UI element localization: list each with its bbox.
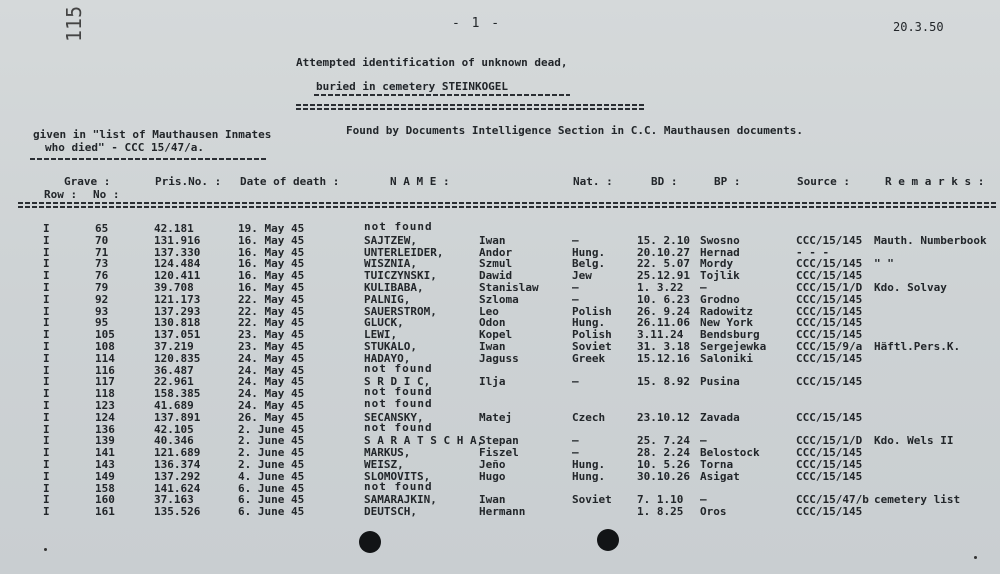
nationality: Belg. xyxy=(572,257,606,271)
first-name: Odon xyxy=(479,316,506,330)
date-of-death: 24. May 45 xyxy=(238,351,305,365)
row-letter: I xyxy=(43,505,50,519)
remarks: Kdo. Wels II xyxy=(874,434,954,448)
grave-number: 105 xyxy=(95,328,115,342)
birth-place: — xyxy=(700,493,707,507)
prisoner-number: 135.526 xyxy=(154,505,201,519)
nationality: — xyxy=(572,281,579,294)
first-name: Kopel xyxy=(479,328,513,342)
col-no: No : xyxy=(93,188,120,201)
date-of-death: 16. May 45 xyxy=(238,233,305,247)
first-name: Stanislaw xyxy=(479,281,539,294)
birth-date: 1. 8.25 xyxy=(637,505,684,519)
prisoner-number: 37.163 xyxy=(154,493,194,507)
row-letter: I xyxy=(43,422,50,436)
paper-speck xyxy=(44,548,47,551)
date-of-death: 2. June 45 xyxy=(238,434,305,448)
found-by-label: Found by Documents Intelligence Section in C.C. Mauthausen documents. xyxy=(346,124,803,137)
prisoner-number: 120.411 xyxy=(154,269,201,283)
row-letter: I xyxy=(43,233,50,247)
surname: PALNIG, xyxy=(364,292,411,306)
date-of-death: 23. May 45 xyxy=(238,340,305,353)
date-of-death: 16. May 45 xyxy=(238,269,305,283)
grave-number: 65 xyxy=(95,222,109,235)
grave-number: 92 xyxy=(95,292,109,306)
row-letter: I xyxy=(43,469,50,483)
nationality: Soviet xyxy=(572,493,612,507)
birth-date: 28. 2.24 xyxy=(637,446,690,460)
source-list-reference: who died" - CCC 15/47/a. xyxy=(45,141,204,154)
surname: LEWI, xyxy=(364,328,398,342)
birth-date: 20.10.27 xyxy=(637,245,690,259)
surname: S A R A T S C H A, xyxy=(364,434,484,448)
page-number: - 1 - xyxy=(452,16,502,31)
birth-date: 3.11.24 xyxy=(637,328,684,342)
nationality: — xyxy=(572,446,579,460)
paper-speck xyxy=(974,556,977,559)
col-remarks: R e m a r k s : xyxy=(885,175,985,188)
prisoner-number: 137.293 xyxy=(154,304,201,318)
nationality: — xyxy=(572,434,579,448)
birth-date: 15.12.16 xyxy=(637,351,690,365)
row-letter: I xyxy=(43,387,50,401)
birth-place: Asigat xyxy=(700,469,740,483)
source-reference: CCC/15/145 xyxy=(796,257,863,271)
birth-date: 15. 2.10 xyxy=(637,233,690,247)
source-reference: CCC/15/1/D xyxy=(796,281,863,294)
source-reference: CCC/15/145 xyxy=(796,316,863,330)
remarks: Häftl.Pers.K. xyxy=(874,340,961,353)
grave-number: 139 xyxy=(95,434,115,448)
first-name: Dawid xyxy=(479,269,513,283)
first-name: Fiszel xyxy=(479,446,519,460)
first-name: Jaguss xyxy=(479,351,519,365)
grave-number: 95 xyxy=(95,316,109,330)
grave-number: 73 xyxy=(95,257,109,271)
row-letter: I xyxy=(43,281,50,294)
given-underline xyxy=(30,158,268,160)
grave-number: 118 xyxy=(95,387,115,401)
birth-date: 10. 5.26 xyxy=(637,458,690,471)
birth-place: — xyxy=(700,434,707,448)
nationality: Hung. xyxy=(572,245,606,259)
source-reference: CCC/15/1/D xyxy=(796,434,863,448)
grave-number: 161 xyxy=(95,505,115,519)
remarks: Mauth. Numberbook xyxy=(874,233,987,247)
grave-number: 149 xyxy=(95,469,115,483)
source-reference: CCC/15/145 xyxy=(796,233,863,247)
date-of-death: 16. May 45 xyxy=(238,245,305,259)
nationality: — xyxy=(572,375,579,389)
date-of-death: 16. May 45 xyxy=(238,281,305,294)
prisoner-number: 137.051 xyxy=(154,328,201,342)
document-subtitle: buried in cemetery STEINKOGEL xyxy=(316,80,509,93)
title-underline xyxy=(314,94,570,96)
prisoner-number: 137.891 xyxy=(154,410,201,424)
grave-number: 124 xyxy=(95,410,115,424)
surname: KULIBABA, xyxy=(364,281,424,294)
grave-number: 76 xyxy=(95,269,109,283)
surname: UNTERLEIDER, xyxy=(364,245,444,259)
surname: WISZNIA, xyxy=(364,257,417,271)
birth-place: — xyxy=(700,281,707,294)
nationality: Polish xyxy=(572,304,612,318)
birth-date: 1. 3.22 xyxy=(637,281,684,294)
date-of-death: 23. May 45 xyxy=(238,328,305,342)
source-reference: CCC/15/145 xyxy=(796,410,863,424)
row-letter: I xyxy=(43,446,50,460)
date-of-death: 6. June 45 xyxy=(238,481,305,495)
row-letter: I xyxy=(43,328,50,342)
date-of-death: 2. June 45 xyxy=(238,446,305,460)
first-name: Iwan xyxy=(479,493,506,507)
source-reference: CCC/15/145 xyxy=(796,304,863,318)
nationality: Polish xyxy=(572,328,612,342)
grave-number: 158 xyxy=(95,481,115,495)
grave-number: 108 xyxy=(95,340,115,353)
first-name: Matej xyxy=(479,410,513,424)
birth-place: Zavada xyxy=(700,410,740,424)
surname: MARKUS, xyxy=(364,446,411,460)
birth-date: 25.12.91 xyxy=(637,269,690,283)
source-reference: CCC/15/145 xyxy=(796,446,863,460)
col-pris-no: Pris.No. : xyxy=(155,175,222,188)
birth-place: Swosno xyxy=(700,233,740,247)
punch-hole-right xyxy=(597,529,619,551)
source-reference: CCC/15/145 xyxy=(796,458,863,471)
birth-date: 7. 1.10 xyxy=(637,493,684,507)
surname: STUKALO, xyxy=(364,340,417,353)
birth-date: 31. 3.18 xyxy=(637,340,690,353)
prisoner-number: 124.484 xyxy=(154,257,201,271)
surname: GLUCK, xyxy=(364,316,404,330)
row-letter: I xyxy=(43,363,50,377)
grave-number: 160 xyxy=(95,493,115,507)
birth-place: Hernad xyxy=(700,245,740,259)
nationality: Soviet xyxy=(572,340,612,353)
col-source: Source : xyxy=(797,175,850,188)
prisoner-number: 22.961 xyxy=(154,375,194,389)
nationality: — xyxy=(572,233,579,247)
side-page-mark: 115 xyxy=(62,5,86,42)
birth-place: Mordy xyxy=(700,257,734,271)
birth-date: 22. 5.07 xyxy=(637,257,690,271)
col-bp: BP : xyxy=(714,175,741,188)
date-of-death: 16. May 45 xyxy=(238,257,305,271)
prisoner-number: 131.916 xyxy=(154,233,201,247)
col-grave: Grave : xyxy=(64,175,111,188)
remarks: cemetery list xyxy=(874,493,961,507)
source-reference: CCC/15/145 xyxy=(796,375,863,389)
birth-place: Oros xyxy=(700,505,727,519)
header-rule-2 xyxy=(18,206,998,208)
first-name: Leo xyxy=(479,304,499,318)
source-reference: CCC/15/145 xyxy=(796,469,863,483)
birth-place: Belostock xyxy=(700,446,760,460)
date-of-death: 24. May 45 xyxy=(238,375,305,389)
surname: not found xyxy=(364,385,433,399)
surname: DEUTSCH, xyxy=(364,505,417,519)
title-double-rule-2 xyxy=(296,108,646,110)
birth-date: 15. 8.92 xyxy=(637,375,690,389)
grave-number: 116 xyxy=(95,363,115,377)
surname: not found xyxy=(364,361,433,375)
header-rule-1 xyxy=(18,202,998,204)
birth-place: Radowitz xyxy=(700,304,753,318)
date-of-death: 26. May 45 xyxy=(238,410,305,424)
col-bd: BD : xyxy=(651,175,678,188)
first-name: Szloma xyxy=(479,292,519,306)
source-reference: CCC/15/145 xyxy=(796,269,863,283)
birth-place: Bendsburg xyxy=(700,328,760,342)
col-date-of-death: Date of death : xyxy=(240,175,340,188)
document-date: 20.3.50 xyxy=(893,20,944,34)
prisoner-number: 158.385 xyxy=(154,387,201,401)
prisoner-number: 41.689 xyxy=(154,399,194,412)
grave-number: 141 xyxy=(95,446,115,460)
surname: not found xyxy=(364,479,433,493)
prisoner-number: 121.173 xyxy=(154,292,201,306)
nationality: Czech xyxy=(572,410,606,424)
nationality: — xyxy=(572,292,579,306)
date-of-death: 19. May 45 xyxy=(238,222,305,235)
first-name: Hugo xyxy=(479,469,506,483)
surname: HADAYO, xyxy=(364,351,411,365)
source-list-label: given in "list of Mauthausen Inmates xyxy=(33,128,272,141)
date-of-death: 22. May 45 xyxy=(238,304,305,318)
surname: SECANSKY, xyxy=(364,410,424,424)
grave-number: 123 xyxy=(95,399,115,412)
grave-number: 143 xyxy=(95,458,115,471)
row-letter: I xyxy=(43,245,50,259)
first-name: Ilja xyxy=(479,375,506,389)
document-title: Attempted identification of unknown dead, xyxy=(296,56,568,69)
col-row: Row : xyxy=(44,188,78,201)
birth-place: Pusina xyxy=(700,375,740,389)
source-reference: - - - xyxy=(796,245,830,259)
source-reference: CCC/15/47/b xyxy=(796,493,869,507)
surname: S R D I C, xyxy=(364,375,431,389)
date-of-death: 4. June 45 xyxy=(238,469,305,483)
prisoner-number: 39.708 xyxy=(154,281,194,294)
surname: SLOMOVITS, xyxy=(364,469,431,483)
date-of-death: 22. May 45 xyxy=(238,316,305,330)
nationality: Greek xyxy=(572,351,606,365)
grave-number: 117 xyxy=(95,375,115,389)
punch-hole-left xyxy=(359,531,381,553)
birth-place: New York xyxy=(700,316,753,330)
first-name: Andor xyxy=(479,245,513,259)
grave-number: 71 xyxy=(95,245,109,259)
date-of-death: 2. June 45 xyxy=(238,422,305,436)
surname: SAUERSTROM, xyxy=(364,304,437,318)
birth-date: 23.10.12 xyxy=(637,410,690,424)
source-reference: CCC/15/145 xyxy=(796,351,863,365)
row-letter: I xyxy=(43,316,50,330)
birth-date: 30.10.26 xyxy=(637,469,690,483)
birth-date: 25. 7.24 xyxy=(637,434,690,448)
nationality: Hung. xyxy=(572,469,606,483)
row-letter: I xyxy=(43,351,50,365)
birth-place: Torna xyxy=(700,458,734,471)
source-reference: CCC/15/145 xyxy=(796,505,863,519)
col-nat: Nat. : xyxy=(573,175,613,188)
date-of-death: 2. June 45 xyxy=(238,458,305,471)
prisoner-number: 37.219 xyxy=(154,340,194,353)
surname: SAJTZEW, xyxy=(364,233,417,247)
row-letter: I xyxy=(43,434,50,448)
remarks: " " xyxy=(874,257,894,271)
grave-number: 79 xyxy=(95,281,109,294)
row-letter: I xyxy=(43,493,50,507)
row-letter: I xyxy=(43,257,50,271)
row-letter: I xyxy=(43,410,50,424)
surname: TUICZYNSKI, xyxy=(364,269,437,283)
prisoner-number: 42.181 xyxy=(154,222,194,235)
grave-number: 93 xyxy=(95,304,109,318)
row-letter: I xyxy=(43,292,50,306)
prisoner-number: 40.346 xyxy=(154,434,194,448)
nationality: Hung. xyxy=(572,316,606,330)
first-name: Hermann xyxy=(479,505,526,519)
source-reference: CCC/15/9/a xyxy=(796,340,863,353)
source-reference: CCC/15/145 xyxy=(796,292,863,306)
date-of-death: 6. June 45 xyxy=(238,493,305,507)
row-letter: I xyxy=(43,304,50,318)
prisoner-number: 121.689 xyxy=(154,446,201,460)
col-name: N A M E : xyxy=(390,175,450,188)
row-letter: I xyxy=(43,481,50,495)
date-of-death: 24. May 45 xyxy=(238,363,305,377)
source-reference: CCC/15/145 xyxy=(796,328,863,342)
surname: SAMARAJKIN, xyxy=(364,493,437,507)
first-name: Iwan xyxy=(479,233,506,247)
row-letter: I xyxy=(43,269,50,283)
birth-date: 26.11.06 xyxy=(637,316,690,330)
first-name: Szmul xyxy=(479,257,513,271)
date-of-death: 6. June 45 xyxy=(238,505,305,519)
grave-number: 136 xyxy=(95,422,115,436)
birth-place: Grodno xyxy=(700,292,740,306)
first-name: Iwan xyxy=(479,340,506,353)
prisoner-number: 141.624 xyxy=(154,481,201,495)
surname: WEISZ, xyxy=(364,458,404,471)
first-name: Stepan xyxy=(479,434,519,448)
title-double-rule xyxy=(296,104,646,106)
surname: not found xyxy=(364,220,433,233)
grave-number: 70 xyxy=(95,233,109,247)
prisoner-number: 42.105 xyxy=(154,422,194,436)
row-letter: I xyxy=(43,222,50,235)
nationality: Hung. xyxy=(572,458,606,471)
birth-date: 26. 9.24 xyxy=(637,304,690,318)
date-of-death: 22. May 45 xyxy=(238,292,305,306)
surname: not found xyxy=(364,397,433,410)
surname: not found xyxy=(364,420,433,434)
prisoner-number: 137.330 xyxy=(154,245,201,259)
nationality: Jew xyxy=(572,269,592,283)
prisoner-number: 36.487 xyxy=(154,363,194,377)
row-letter: I xyxy=(43,399,50,412)
birth-date: 10. 6.23 xyxy=(637,292,690,306)
prisoner-number: 120.835 xyxy=(154,351,201,365)
remarks: Kdo. Solvay xyxy=(874,281,947,294)
birth-place: Sergejewka xyxy=(700,340,767,353)
birth-place: Saloniki xyxy=(700,351,753,365)
prisoner-number: 137.292 xyxy=(154,469,201,483)
row-letter: I xyxy=(43,340,50,353)
row-letter: I xyxy=(43,375,50,389)
birth-place: Tojlik xyxy=(700,269,740,283)
row-letter: I xyxy=(43,458,50,471)
prisoner-number: 136.374 xyxy=(154,458,201,471)
date-of-death: 24. May 45 xyxy=(238,399,305,412)
first-name: Jeño xyxy=(479,458,506,471)
grave-number: 114 xyxy=(95,351,115,365)
prisoner-number: 130.818 xyxy=(154,316,201,330)
date-of-death: 24. May 45 xyxy=(238,387,305,401)
